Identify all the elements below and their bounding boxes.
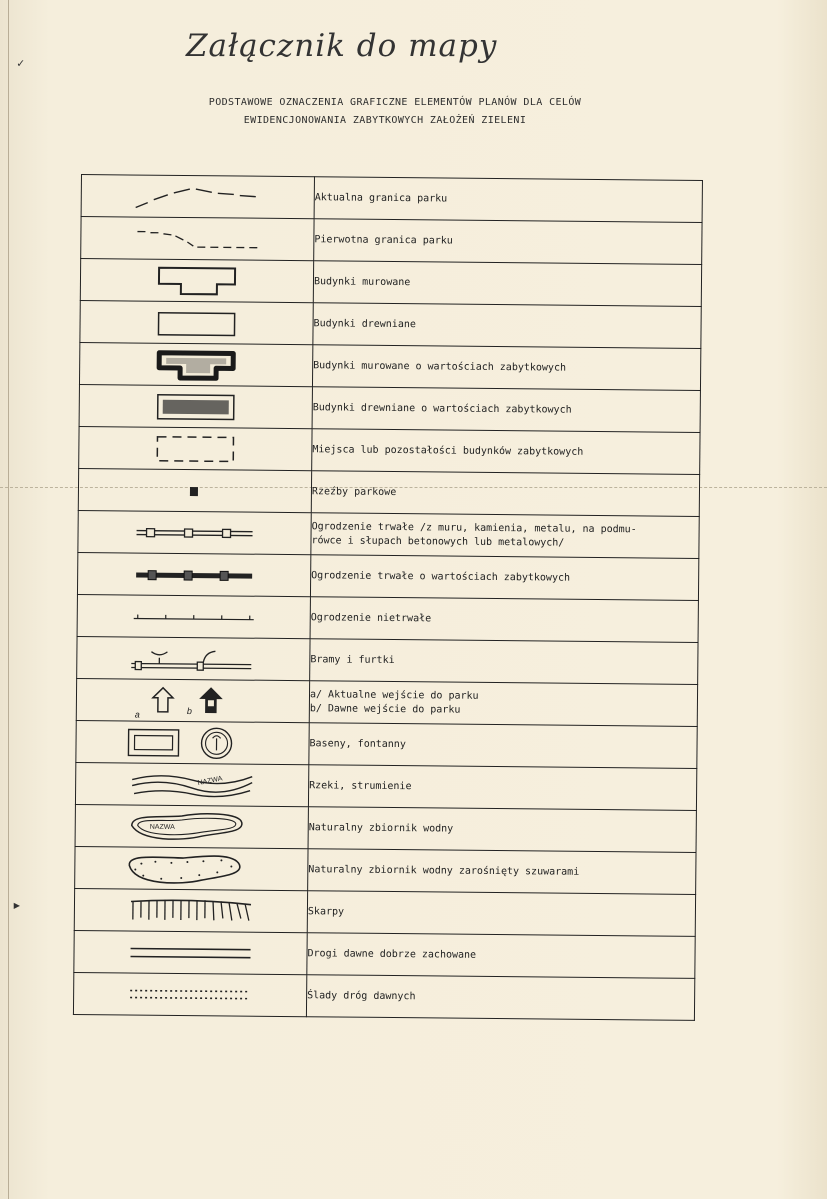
legend-row	[81, 217, 702, 265]
river-symbol	[75, 762, 308, 806]
legend-row	[79, 384, 700, 432]
document-subtitle-line-1: PODSTAWOWE OZNACZENIA GRAFICZNE ELEMENTÓW PLANÓW DLA CELÓW	[208, 97, 582, 108]
legend-label: Rzeźby parkowe	[311, 471, 699, 517]
handwritten-title: Załącznik do mapy	[186, 28, 498, 64]
legend-row	[75, 762, 696, 810]
legend-label: Budynki murowane	[313, 261, 701, 307]
binding-edge-line	[8, 0, 9, 1199]
temporary-fence-symbol	[77, 594, 310, 638]
legend-label: Ogrodzenie trwałe /z muru, kamienia, metalu, na podmu- rówce i słupach betonowych lub metalowych/	[311, 513, 699, 559]
document-subtitle-line-2: EWIDENCJONOWANIA ZABYTKOWYCH ZAŁOŻEŃ ZIELENI	[243, 115, 527, 126]
escarpment-symbol	[74, 888, 307, 932]
legend-table	[73, 174, 703, 1021]
legend-label: a/ Aktualne wejście do parku b/ Dawne wejście do parku	[309, 681, 697, 727]
old-road-preserved-symbol	[74, 930, 307, 974]
original-park-boundary-symbol	[81, 217, 314, 261]
legend-label: Baseny, fontanny	[309, 723, 697, 769]
legend-row	[80, 259, 701, 307]
legend-label: Drogi dawne dobrze zachowane	[307, 933, 695, 979]
legend-label: Naturalny zbiornik wodny	[308, 807, 696, 853]
old-road-traces-symbol	[73, 972, 306, 1016]
legend-row	[74, 930, 695, 978]
legend-row	[76, 720, 697, 768]
legend-label: Aktualna granica parku	[314, 177, 702, 223]
park-entrance-symbol	[76, 678, 309, 722]
legend-label: Rzeki, strumienie	[308, 765, 696, 811]
park-sculpture-symbol	[78, 468, 311, 512]
current-park-boundary-symbol	[81, 175, 314, 219]
margin-tick-mark: ✓	[17, 56, 25, 70]
legend-row	[79, 426, 700, 474]
legend-row	[79, 342, 700, 390]
margin-arrow-mark: ▸	[12, 895, 22, 914]
wooden-building-symbol	[80, 300, 313, 344]
legend-row	[74, 888, 695, 936]
pool-fountain-symbol	[76, 720, 309, 764]
legend-label: Ogrodzenie nietrwałe	[310, 597, 698, 643]
legend-row	[76, 678, 697, 726]
brick-building-symbol	[80, 259, 313, 303]
legend-label: Pierwotna granica parku	[314, 219, 702, 265]
legend-row	[73, 972, 694, 1020]
legend-label: Budynki drewniane	[313, 303, 701, 349]
legend-row	[78, 510, 699, 558]
legend-row	[77, 636, 698, 684]
legend-label: Ogrodzenie trwałe o wartościach zabytkowych	[310, 555, 698, 601]
legend-row	[77, 594, 698, 642]
historic-wooden-building-symbol	[79, 384, 312, 428]
legend-label: Bramy i furtki	[310, 639, 698, 685]
entrance-mark-b: b	[186, 705, 192, 716]
entrance-mark-a: a	[134, 709, 140, 720]
pond-symbol	[75, 804, 308, 848]
permanent-fence-symbol	[78, 510, 311, 554]
river-name-mark: NAZWA	[197, 774, 224, 787]
legend-row	[77, 552, 698, 600]
building-remains-symbol	[79, 426, 312, 470]
legend-row	[80, 300, 701, 348]
pond-name-mark: NAZWA	[149, 823, 175, 831]
legend-label: Ślady dróg dawnych	[306, 975, 694, 1021]
legend-row	[75, 846, 696, 894]
legend-label: Naturalny zbiornik wodny zarośnięty szuwarami	[308, 849, 696, 895]
legend-row	[75, 804, 696, 852]
legend-row	[78, 468, 699, 516]
overgrown-pond-symbol	[75, 846, 308, 890]
gates-symbol	[77, 636, 310, 680]
legend-row	[81, 175, 702, 223]
legend-label: Budynki murowane o wartościach zabytkowych	[312, 345, 700, 391]
historic-brick-building-symbol	[79, 342, 312, 386]
historic-fence-symbol	[77, 552, 310, 596]
legend-label: Miejsca lub pozostałości budynków zabytkowych	[312, 429, 700, 475]
legend-label: Skarpy	[307, 891, 695, 937]
legend-label: Budynki drewniane o wartościach zabytkowych	[312, 387, 700, 433]
